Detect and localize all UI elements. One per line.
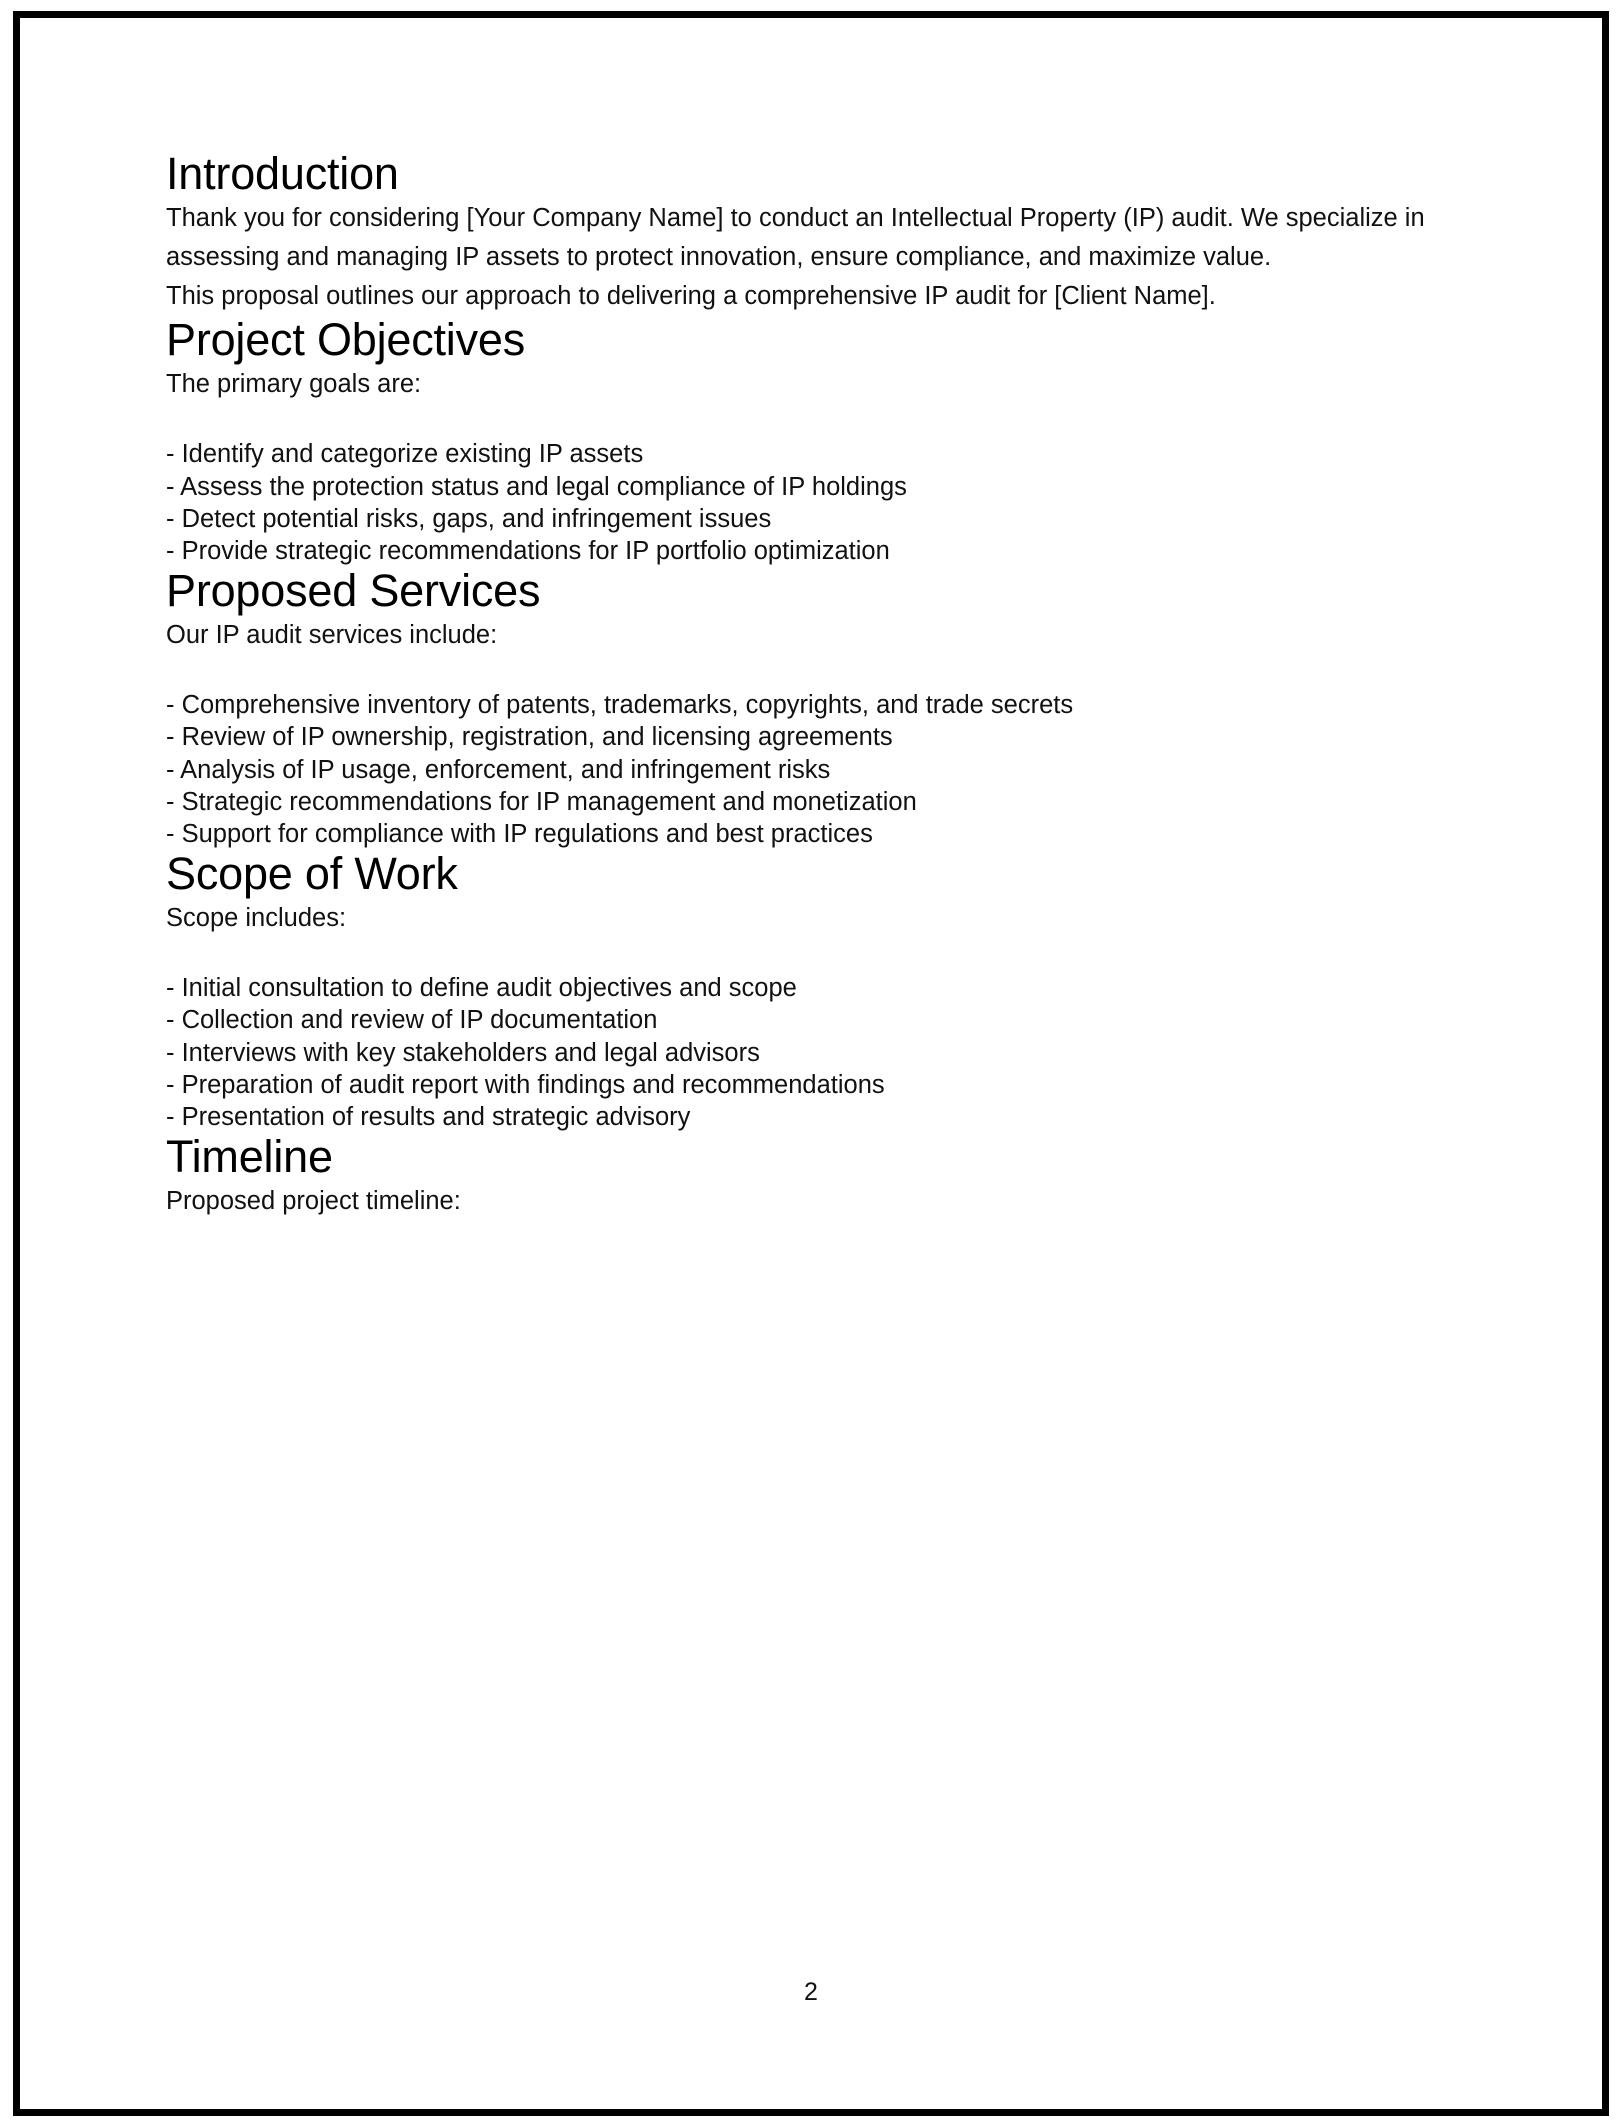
list-item: - Support for compliance with IP regulations and best practices bbox=[166, 820, 873, 849]
project-objectives-list bbox=[166, 438, 1466, 567]
introduction-paragraph-2: This proposal outlines our approach to delivering a comprehensive IP audit for [Client Name]. bbox=[166, 282, 1216, 311]
list-item: - Presentation of results and strategic advisory bbox=[166, 1103, 691, 1132]
section-introduction bbox=[166, 150, 1466, 316]
page-sheet bbox=[20, 18, 1602, 2109]
list-item: - Detect potential risks, gaps, and infringement issues bbox=[166, 504, 772, 533]
list-item: - Identify and categorize existing IP assets bbox=[166, 440, 644, 469]
page-border-frame bbox=[13, 11, 1609, 2116]
list-item: - Provide strategic recommendations for IP portfolio optimization bbox=[166, 537, 890, 565]
list-item: - Collection and review of IP documentation bbox=[166, 1006, 658, 1035]
section-project-objectives bbox=[166, 316, 1466, 567]
heading-project-objectives: Project Objectives bbox=[166, 314, 526, 366]
project-objectives-lead: The primary goals are: bbox=[166, 369, 422, 398]
list-item: - Interviews with key stakeholders and legal advisors bbox=[166, 1038, 760, 1067]
document-body bbox=[166, 150, 1466, 1221]
list-item: - Review of IP ownership, registration, and licensing agreements bbox=[166, 723, 893, 752]
list-item: - Analysis of IP usage, enforcement, and infringement risks bbox=[166, 755, 831, 784]
proposed-services-lead: Our IP audit services include: bbox=[166, 620, 498, 649]
list-item: - Preparation of audit report with findings and recommendations bbox=[166, 1070, 885, 1099]
list-item: - Assess the protection status and legal compliance of IP holdings bbox=[166, 472, 907, 501]
list-item: - Comprehensive inventory of patents, trademarks, copyrights, and trade secrets bbox=[166, 691, 1074, 720]
heading-proposed-services: Proposed Services bbox=[166, 565, 541, 617]
heading-scope-of-work: Scope of Work bbox=[166, 848, 458, 900]
section-scope-of-work bbox=[166, 850, 1466, 1133]
heading-introduction: Introduction bbox=[166, 148, 399, 199]
section-proposed-services bbox=[166, 567, 1466, 850]
timeline-lead: Proposed project timeline: bbox=[166, 1187, 461, 1216]
page-number: 2 bbox=[804, 1978, 818, 2006]
section-timeline bbox=[166, 1133, 1466, 1221]
list-item: - Strategic recommendations for IP management and monetization bbox=[166, 787, 917, 816]
scope-of-work-list bbox=[166, 972, 1466, 1133]
list-item: - Initial consultation to define audit objectives and scope bbox=[166, 974, 797, 1003]
introduction-paragraph-1: Thank you for considering [Your Company Name] to conduct an Intellectual Property (IP) audit. We specialize in assessing and managing IP assets to protect innovation, ensure compliance, and maximize value. bbox=[166, 203, 1425, 271]
proposed-services-list bbox=[166, 689, 1466, 850]
scope-of-work-lead: Scope includes: bbox=[166, 903, 347, 932]
heading-timeline: Timeline bbox=[166, 1131, 333, 1183]
